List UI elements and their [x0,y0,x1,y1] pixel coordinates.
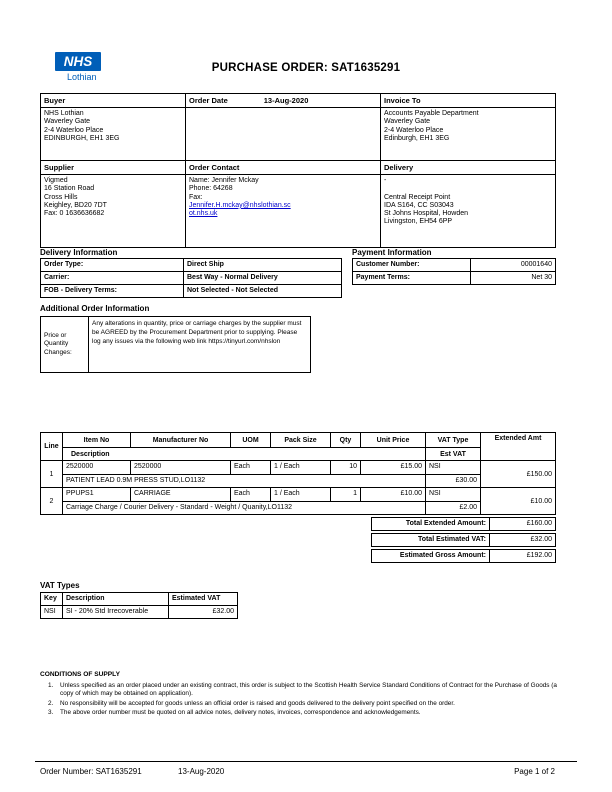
contact-name-line: Name: Jennifer Mckay [189,177,259,184]
supplier-header [41,161,186,175]
delivery-address-line: Central Receipt Point [384,193,451,201]
pack-size-cell: 1 / Each [271,461,331,475]
total-extended-amount-label: Total Extended Amount: [372,518,490,531]
supplier-header-label: Supplier [44,163,75,172]
contact-fax-line: Fax: [189,193,203,201]
item-description-cell: PATIENT LEAD 0.9M PRESS STUD,LO1132 [63,475,426,488]
payment-terms-label: Payment Terms: [353,272,471,285]
order-type-value: Direct Ship [184,259,342,272]
col-header-qty: Qty [331,433,361,448]
buyer-address-line: Waverley Gate [44,118,91,126]
condition-text: No responsibility will be accepted for goods unless an official order is raised and goods delivered to the delivery point specified on the order. [60,699,455,707]
vat-type-row [41,606,238,619]
order-contact-details [186,175,381,248]
uom-cell: Each [231,488,271,502]
conditions-of-supply-section [40,671,562,719]
estimated-gross-amount-value: £192.00 [490,550,556,563]
buyer-header-label: Buyer [44,96,66,105]
item-description-cell: Carriage Charge / Courier Delivery - Standard - Weight / Quanity,LO1132 [63,502,426,515]
vat-col-key: Key [41,593,63,606]
order-contact-header [186,161,381,175]
col-header-pack-size: Pack Size [271,433,331,448]
manufacturer-no-cell: CARRIAGE [131,488,231,502]
additional-order-information-heading: Additional Order Information [40,304,150,313]
payment-information-table [352,258,556,285]
fob-delivery-terms-label: FOB - Delivery Terms: [41,285,184,298]
footer-order-number: Order Number: SAT1635291 [40,767,142,776]
delivery-address-line: - [384,177,387,184]
item-no-cell: 2520000 [63,461,131,475]
col-header-line: Line [41,433,63,461]
qty-cell: 1 [331,488,361,502]
extended-amt-cell: £10.00 [481,488,556,515]
vat-estimated-cell: £32.00 [169,606,238,619]
order-type-label: Order Type: [41,259,184,272]
item-line-number: 1 [41,461,63,488]
invoice-address-line: Accounts Payable Department [384,110,479,117]
unit-price-cell: £15.00 [361,461,426,475]
supplier-address-line: Cross Hills [44,193,78,201]
payment-terms-value: Net 30 [471,272,556,285]
invoice-address-line: Waverley Gate [384,118,431,126]
condition-text: Unless specified as an order placed under an existing contract, this order is subject to the Scottish Health Service Standard Conditions of Contract for the Purchase of Goods (a copy of which may be obtained on application). [60,682,557,697]
invoice-to-header-label: Invoice To [384,96,421,105]
uom-cell: Each [231,461,271,475]
delivery-information-heading: Delivery Information [40,248,118,257]
additional-info-text: Any alterations in quantity, price or carriage charges by the supplier must be AGREED by the Procurement Department prior to supplying. Please log any issues via the following web link [92,320,302,345]
supplier-fax-line: Fax: 0 1636636682 [44,210,105,218]
col-header-unit-price: Unit Price [361,433,426,448]
vat-description-cell: SI - 20% Std Irrecoverable [63,606,169,619]
parties-table [40,93,556,248]
footer-page-number: Page 1 of 2 [514,767,555,776]
total-extended-amount-row [371,517,556,531]
price-quantity-changes-label: Price or Quantity Changes: [41,317,89,373]
footer [40,767,555,779]
buyer-address-line: NHS Lothian [44,110,84,117]
condition-text: The above order number must be quoted on all advice notes, delivery notes, invoices, correspondence and acknowledgements. [60,709,421,717]
col-header-est-vat: Est VAT [426,448,481,461]
unit-price-cell: £10.00 [361,488,426,502]
contact-phone-line: Phone: 64268 [189,185,233,193]
buyer-address-line: 2-4 Waterloo Place [44,126,104,134]
col-header-vat-type: VAT Type [426,433,481,448]
order-contact-header-label: Order Contact [189,163,240,172]
vat-types-table [40,592,238,619]
delivery-address-line: Livingston, EH54 6PP [384,218,453,226]
payment-information-heading: Payment Information [352,248,432,257]
item-description-row [41,475,556,488]
carrier-label: Carrier: [41,272,184,285]
line-items-table [40,432,556,515]
item-description-row [41,502,556,515]
vat-type-cell: NSI [426,488,481,502]
supplier-address-line: Keighley, BD20 7DT [44,201,107,209]
page-title: PURCHASE ORDER: SAT1635291 [211,62,401,74]
delivery-address-line: St Johns Hospital, Howden [384,210,469,218]
supplier-address [41,175,186,248]
invoice-to-address [381,108,556,161]
col-header-extended-amt: Extended Amt [481,433,556,461]
delivery-information-table [40,258,342,298]
order-date-value: 13-Aug-2020 [263,96,309,105]
item-row [41,461,556,475]
total-estimated-vat-row [371,533,556,547]
invoice-to-header [381,94,556,108]
order-date-header-label: Order Date [189,96,228,105]
buyer-address [41,108,186,161]
item-no-cell: PPUPS1 [63,488,131,502]
item-row [41,488,556,502]
condition-number: 2. [48,699,54,707]
condition-item-2 [48,700,562,708]
col-header-manufacturer-no: Manufacturer No [131,433,231,448]
delivery-header-label: Delivery [384,163,414,172]
vat-col-estimated-vat: Estimated VAT [169,593,238,606]
vat-key-cell: NSI [41,606,63,619]
conditions-heading: CONDITIONS OF SUPPLY [40,671,120,678]
estimated-gross-amount-label: Estimated Gross Amount: [372,550,490,563]
pack-size-cell: 1 / Each [271,488,331,502]
vat-types-heading: VAT Types [40,581,80,590]
col-header-description: Description [63,448,426,461]
condition-number: 1. [48,682,54,689]
total-estimated-vat-label: Total Estimated VAT: [372,534,490,547]
totals-section [371,517,556,565]
customer-number-label: Customer Number: [353,259,471,272]
condition-number: 3. [48,709,54,717]
qty-cell: 10 [331,461,361,475]
footer-divider [35,761,577,762]
carrier-value: Best Way - Normal Delivery [184,272,342,285]
manufacturer-no-cell: 2520000 [131,461,231,475]
order-date-header [186,94,381,108]
vat-col-description: Description [63,593,169,606]
item-line-number: 2 [41,488,63,515]
vat-type-cell: NSI [426,461,481,475]
est-vat-cell: £30.00 [426,475,481,488]
condition-item-1 [48,682,562,698]
supplier-address-line: Vigmed [44,177,68,184]
order-date-empty-cell [186,108,381,161]
delivery-address [381,175,556,248]
footer-date: 13-Aug-2020 [178,767,225,776]
delivery-header [381,161,556,175]
col-header-item-no: Item No [63,433,131,448]
buyer-header [41,94,186,108]
fob-delivery-terms-value: Not Selected - Not Selected [184,285,342,298]
delivery-address-line: IDA S164, CC S03043 [384,201,454,209]
invoice-address-line: 2-4 Waterloo Place [384,126,444,134]
supplier-address-line: 16 Station Road [44,185,95,193]
contact-email-link[interactable]: Jennifer.H.mckay@nhslothian.scot.nhs.uk [189,201,291,218]
tinyurl-link[interactable]: https://tinyurl.com/nhslon [208,338,281,345]
col-header-uom: UOM [231,433,271,448]
delivery-address-line [384,185,552,193]
total-extended-amount-value: £160.00 [490,518,556,531]
estimated-gross-amount-row [371,549,556,563]
total-estimated-vat-value: £32.00 [490,534,556,547]
extended-amt-cell: £150.00 [481,461,556,488]
est-vat-cell: £2.00 [426,502,481,515]
customer-number-value: 00001640 [471,259,556,272]
price-quantity-changes-text [89,317,311,373]
nhs-region-label: Lothian [67,72,97,82]
buyer-address-line: EDINBURGH, EH1 3EG [44,134,120,142]
invoice-address-line: Edinburgh, EH1 3EG [384,134,450,142]
additional-order-information-table [40,316,311,373]
condition-item-3 [48,709,562,717]
nhs-logo-icon: NHS [55,52,101,71]
